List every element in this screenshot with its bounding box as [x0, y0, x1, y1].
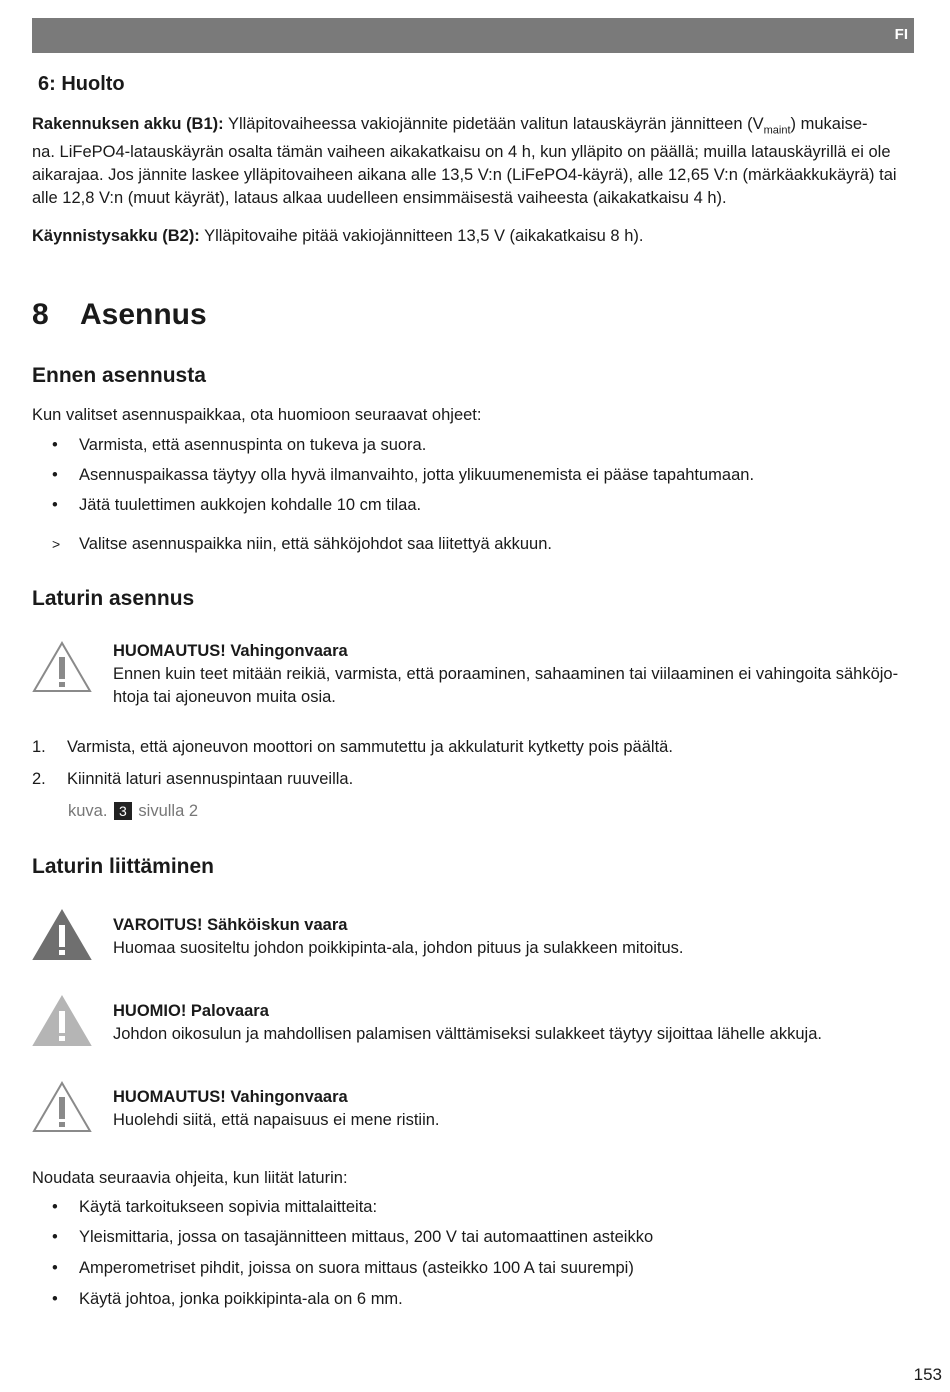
paragraph-text: ) mukaise-	[790, 115, 868, 133]
section-title-laturin-asennus: Laturin asennus	[32, 587, 195, 610]
chapter-heading	[32, 296, 207, 334]
list-item-text: Käytä tarkoitukseen sopivia mittalaitteita:	[79, 1198, 378, 1216]
warning-text: Ennen kuin teet mitään reikiä, varmista, että poraaminen, sahaaminen tai viilaaminen ei vahingoita sähköjo-	[113, 665, 899, 683]
notice-warning-icon	[32, 1081, 92, 1133]
page-number: 153	[913, 1365, 942, 1384]
intro-text: Kun valitset asennuspaikkaa, ota huomioon seuraavat ohjeet:	[32, 406, 482, 424]
figure-suffix: sivulla 2	[138, 802, 199, 820]
intro-text: Noudata seuraavia ohjeita, kun liität laturin:	[32, 1169, 348, 1187]
list-item-text: Yleismittaria, jossa on tasajännitteen mittaus, 200 V tai automaattinen asteikko	[79, 1228, 654, 1246]
language-tag: FI	[894, 26, 908, 43]
paragraph-kaynnistysakku	[32, 225, 912, 248]
warning-title: VAROITUS! Sähköiskun vaara	[113, 916, 348, 934]
bullet-glyph: •	[52, 1259, 58, 1277]
section-title-laturin-liittaminen: Laturin liittäminen	[32, 855, 215, 878]
section-title-huolto: 6: Huolto	[38, 73, 125, 95]
bullet-glyph: •	[52, 466, 58, 484]
danger-warning-icon	[32, 909, 92, 961]
paragraph-label: Rakennuksen akku (B1):	[32, 115, 224, 133]
list-item-text: Jätä tuulettimen aukkojen kohdalle 10 cm tilaa.	[79, 496, 422, 514]
warning-title: HUOMAUTUS! Vahingonvaara	[113, 1088, 348, 1106]
bullet-glyph: •	[52, 1228, 58, 1246]
paragraph-rakennuksen-akku	[32, 113, 912, 142]
bullet-glyph: •	[52, 436, 58, 454]
warning-title: HUOMIO! Palovaara	[113, 1002, 269, 1020]
step-number: 2.	[32, 770, 46, 788]
paragraph-line: aikarajaa. Jos jännite laskee ylläpitovaiheen aikana alle 13,5 V:n (LiFePO4-käyrä), alle 12,65 V:n (märkäakkukäyrä) tai	[32, 166, 897, 184]
figure-prefix: kuva.	[68, 802, 108, 820]
caution-warning-icon	[32, 995, 92, 1047]
subscript: maint	[763, 124, 791, 137]
bullet-glyph: •	[52, 1198, 58, 1216]
step-text: Kiinnitä laturi asennuspintaan ruuveilla.	[67, 770, 354, 788]
header-bar	[32, 18, 914, 53]
list-item-text: Käytä johtoa, jonka poikkipinta-ala on 6 mm.	[79, 1290, 403, 1308]
action-arrow: >	[52, 536, 61, 552]
figure-reference[interactable]	[68, 800, 198, 823]
warning-text: Johdon oikosulun ja mahdollisen palamisen välttämiseksi sulakkeet täytyy sijoittaa lähelle akkuja.	[113, 1025, 822, 1043]
warning-title: HUOMAUTUS! Vahingonvaara	[113, 642, 348, 660]
warning-text: Huomaa suositeltu johdon poikkipinta-ala, johdon pituus ja sulakkeen mitoitus.	[113, 939, 684, 957]
list-item-text: Varmista, että asennuspinta on tukeva ja suora.	[79, 436, 427, 454]
paragraph-text: Ylläpitovaihe pitää vakiojännitteen 13,5 V (aikakatkaisu 8 h).	[199, 227, 644, 245]
bullet-glyph: •	[52, 1290, 58, 1308]
step-number: 1.	[32, 738, 46, 756]
list-item-text: Asennuspaikassa täytyy olla hyvä ilmanvaihto, jotta ylikuumenemista ei pääse tapahtumaan.	[79, 466, 755, 484]
warning-text: Huolehdi siitä, että napaisuus ei mene ristiin.	[113, 1111, 440, 1129]
bullet-glyph: •	[52, 496, 58, 514]
section-title-ennen-asennusta: Ennen asennusta	[32, 364, 206, 387]
paragraph-line: na. LiFePO4-latauskäyrän osalta tämän vaiheen aikakatkaisu on 4 h, kun ylläpito on päällä; muilla latauskäyrillä ei ole	[32, 143, 891, 161]
step-text: Varmista, että ajoneuvon moottori on sammutettu ja akkulaturit kytketty pois päältä.	[67, 738, 673, 756]
paragraph-label: Käynnistysakku (B2):	[32, 227, 200, 245]
warning-text: htoja tai ajoneuvon muita osia.	[113, 688, 336, 706]
notice-warning-icon	[32, 641, 92, 693]
chapter-title: Asennus	[80, 298, 207, 331]
list-item-text: Amperometriset pihdit, joissa on suora mittaus (asteikko 100 A tai suurempi)	[79, 1259, 634, 1277]
chapter-number: 8	[32, 298, 49, 331]
figure-number-badge: 3	[114, 802, 132, 820]
paragraph-line: alle 12,8 V:n (muut käyrät), lataus alkaa uudelleen ensimmäisestä vaiheesta (aikakatkaisu 4 h).	[32, 189, 727, 207]
action-text: Valitse asennuspaikka niin, että sähköjohdot saa liitettyä akkuun.	[79, 535, 552, 553]
paragraph-text: Ylläpitovaiheessa vakiojännite pidetään valitun latauskäyrän jännitteen (V	[223, 115, 764, 133]
